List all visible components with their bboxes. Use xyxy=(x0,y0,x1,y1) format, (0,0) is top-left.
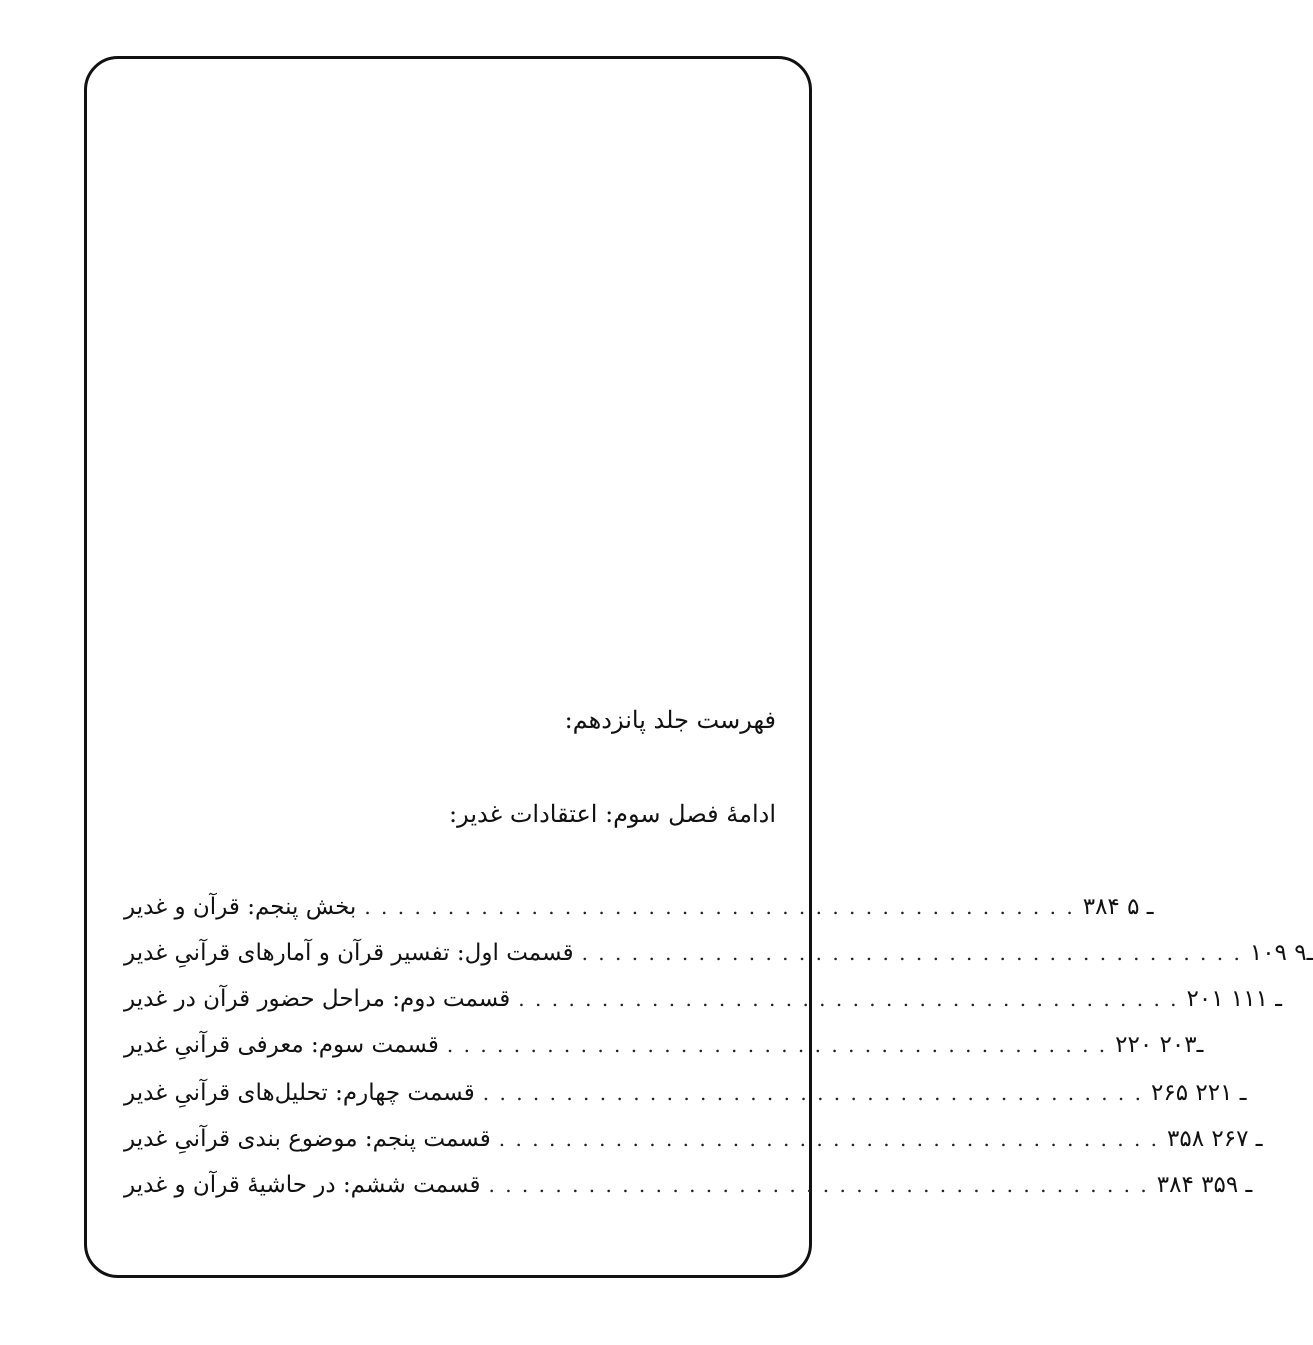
toc-section-entry[interactable] xyxy=(124,986,1283,1020)
toc-entry-label: قسمت ششم: در حاشیۀ قرآن و غدیر xyxy=(124,1172,481,1198)
dot-leader: . . . . . . . . . . . . . . . . . . . . . . . . . . . . . . . . . . . . . . . . xyxy=(488,1173,1149,1197)
dot-leader: . . . . . . . . . . . . . . . . . . . . . . . . . . . . . . . . . . . . . . . . xyxy=(518,987,1179,1011)
toc-section-entry[interactable] xyxy=(124,1032,1204,1066)
toc-entry-pages: ۱۰۹ ـ۹ xyxy=(1249,940,1313,966)
toc-entry-label: قسمت دوم: مراحل حضور قرآن در غدیر xyxy=(124,986,511,1012)
volume-contents-title: فهرست جلد پانزدهم: xyxy=(564,706,776,734)
toc-part-entry[interactable] xyxy=(124,894,1154,928)
toc-section-entry[interactable] xyxy=(124,1126,1263,1160)
toc-entry-pages: ۲۶۵ ـ ۲۲۱ xyxy=(1151,1080,1247,1106)
toc-section-entry[interactable] xyxy=(124,940,1313,974)
dot-leader: . . . . . . . . . . . . . . . . . . . . . . . . . . . . . . . . . . . . . . . . xyxy=(498,1127,1160,1151)
toc-entry-pages: ۲۲۰ ـ۲۰۳ xyxy=(1115,1032,1204,1058)
toc-entry-label: بخش پنجم: قرآن و غدیر xyxy=(124,894,357,920)
toc-section-entry[interactable] xyxy=(124,1172,1253,1206)
toc-entry-pages: ۳۸۴ ـ ۳۵۹ xyxy=(1156,1172,1253,1198)
toc-entry-pages: ۲۰۱ ـ ۱۱۱ xyxy=(1186,986,1283,1012)
chapter-title: ادامۀ فصل سوم: اعتقادات غدیر: xyxy=(449,800,776,828)
toc-entry-label: قسمت سوم: معرفی قرآنیِ غدیر xyxy=(124,1032,439,1058)
toc-entry-pages: ۳۵۸ ـ ۲۶۷ xyxy=(1167,1126,1263,1152)
dot-leader: . . . . . . . . . . . . . . . . . . . . . . . . . . . . . . . . . . . . . . . . xyxy=(446,1033,1108,1057)
toc-entry-pages: ۳۸۴ ـ ۵ xyxy=(1082,894,1154,920)
toc-entry-label: قسمت اول: تفسیر قرآن و آمارهای قرآنیِ غدیر xyxy=(124,940,574,966)
dot-leader: . . . . . . . . . . . . . . . . . . . . . . . . . . . . . . . . . . . . . . . . xyxy=(482,1081,1144,1105)
dot-leader: . . . . . . . . . . . . . . . . . . . . . . . . . . . . . . . . . . . . . . . . xyxy=(581,941,1242,965)
toc-section-entry[interactable] xyxy=(124,1080,1247,1114)
toc-entry-label: قسمت پنجم: موضوع بندی قرآنیِ غدیر xyxy=(124,1126,491,1152)
toc-entry-label: قسمت چهارم: تحلیل‌های قرآنیِ غدیر xyxy=(124,1080,475,1106)
dot-leader: . . . . . . . . . . . . . . . . . . . . . . . . . . . . . . . . . . . . . . . . . . . xyxy=(364,895,1075,919)
